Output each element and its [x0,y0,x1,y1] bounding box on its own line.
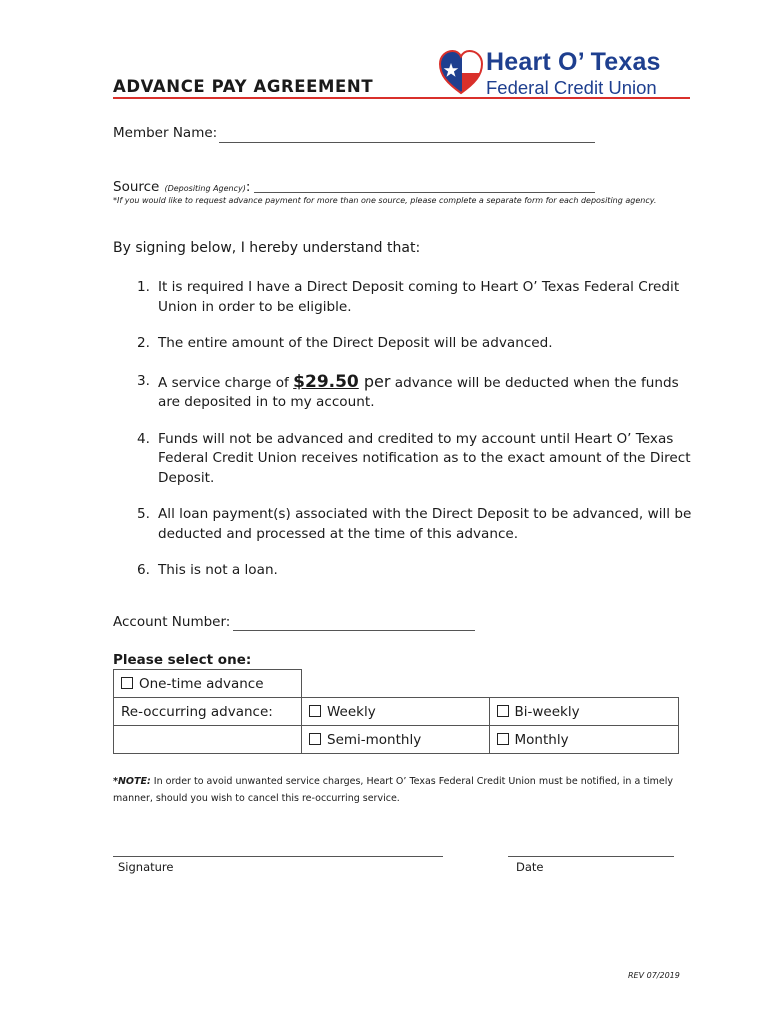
signature-label: Signature [118,860,174,874]
semimonthly-label: Semi-monthly [327,731,422,748]
logo-subtitle: Federal Credit Union [486,77,657,98]
reoccurring-label: Re-occurring advance: [114,698,302,726]
terms-list [113,278,693,581]
biweekly-label: Bi-weekly [514,703,580,720]
checkbox-icon[interactable] [121,677,133,689]
signature-field[interactable] [113,856,443,857]
checkbox-icon[interactable] [309,705,321,717]
note-text: In order to avoid unwanted service charges, Heart O’ Texas Federal Credit Union must be notified, in a timely manner, should you wish to cancel this re-occurring service. [113,776,674,804]
logo-name: Heart O’ Texas [486,48,661,76]
advance-options-table [113,669,679,754]
one-time-option[interactable] [114,670,302,698]
item-text: The entire amount of the Direct Deposit will be advanced. [158,335,553,351]
semimonthly-option[interactable] [302,726,490,754]
account-number-field[interactable] [233,616,475,631]
note-prefix: *NOTE: [113,776,151,787]
item-text-pre: A service charge of [158,374,294,391]
monthly-label: Monthly [514,731,569,748]
empty-cell [114,726,302,754]
list-item: 3. A service charge of $29.50 per advance will be deducted when the funds are deposited in to my account. [137,371,679,410]
revision-stamp: REV 07/2019 [628,971,680,980]
weekly-option[interactable] [302,698,490,726]
agreement-intro: By signing below, I hereby understand that: [113,240,421,256]
source-sublabel: (Depositing Agency) [164,184,246,193]
item-text-per: per [358,371,391,391]
member-name-label: Member Name: [113,125,218,141]
list-item: 2. The entire amount of the Direct Deposit will be advanced. [137,335,553,351]
source-colon: : [245,179,251,195]
list-item: 4. Funds will not be advanced and credited to my account until Heart O’ Texas Federal Credit Union receives notification as to the exact amount of the Direct Deposit. [137,430,691,486]
date-label: Date [516,860,544,874]
biweekly-option[interactable] [489,698,678,726]
service-charge-amount: $29.50 [293,371,359,392]
source-label: Source [113,179,160,195]
credit-union-logo [438,50,688,98]
texas-heart-icon [438,50,484,96]
item-text: It is required I have a Direct Deposit coming to Heart O’ Texas Federal Credit Union in order to be eligible. [158,279,680,315]
one-time-label: One-time advance [139,675,264,692]
page-title: ADVANCE PAY AGREEMENT [113,77,374,96]
source-label-group [113,176,250,195]
cancellation-note [113,773,683,807]
list-item: 6. This is not a loan. [137,562,278,578]
item-text-post: advance will be deducted when the funds are deposited in to my account. [158,374,679,410]
source-note: *If you would like to request advance payment for more than one source, please complete a separate form for each depositing agency. [113,196,657,205]
source-field[interactable] [254,178,595,193]
account-number-label: Account Number: [113,614,231,630]
member-name-field[interactable] [219,128,595,143]
weekly-label: Weekly [327,703,376,720]
select-heading: Please select one: [113,652,252,668]
checkbox-icon[interactable] [497,733,509,745]
item-text: Funds will not be advanced and credited to my account until Heart O’ Texas Federal Credit Union receives notification as to the exact amount of the Direct Deposit. [158,430,691,486]
monthly-option[interactable] [489,726,678,754]
item-text: This is not a loan. [158,562,278,578]
list-item: 1. It is required I have a Direct Deposit coming to Heart O’ Texas Federal Credit Union in order to be eligible. [137,279,680,315]
list-item: 5. All loan payment(s) associated with the Direct Deposit to be advanced, will be deducted and processed at the time of this advance. [137,506,692,542]
checkbox-icon[interactable] [497,705,509,717]
date-field[interactable] [508,856,674,857]
checkbox-icon[interactable] [309,733,321,745]
item-text: All loan payment(s) associated with the Direct Deposit to be advanced, will be deducted and processed at the time of this advance. [158,506,692,542]
